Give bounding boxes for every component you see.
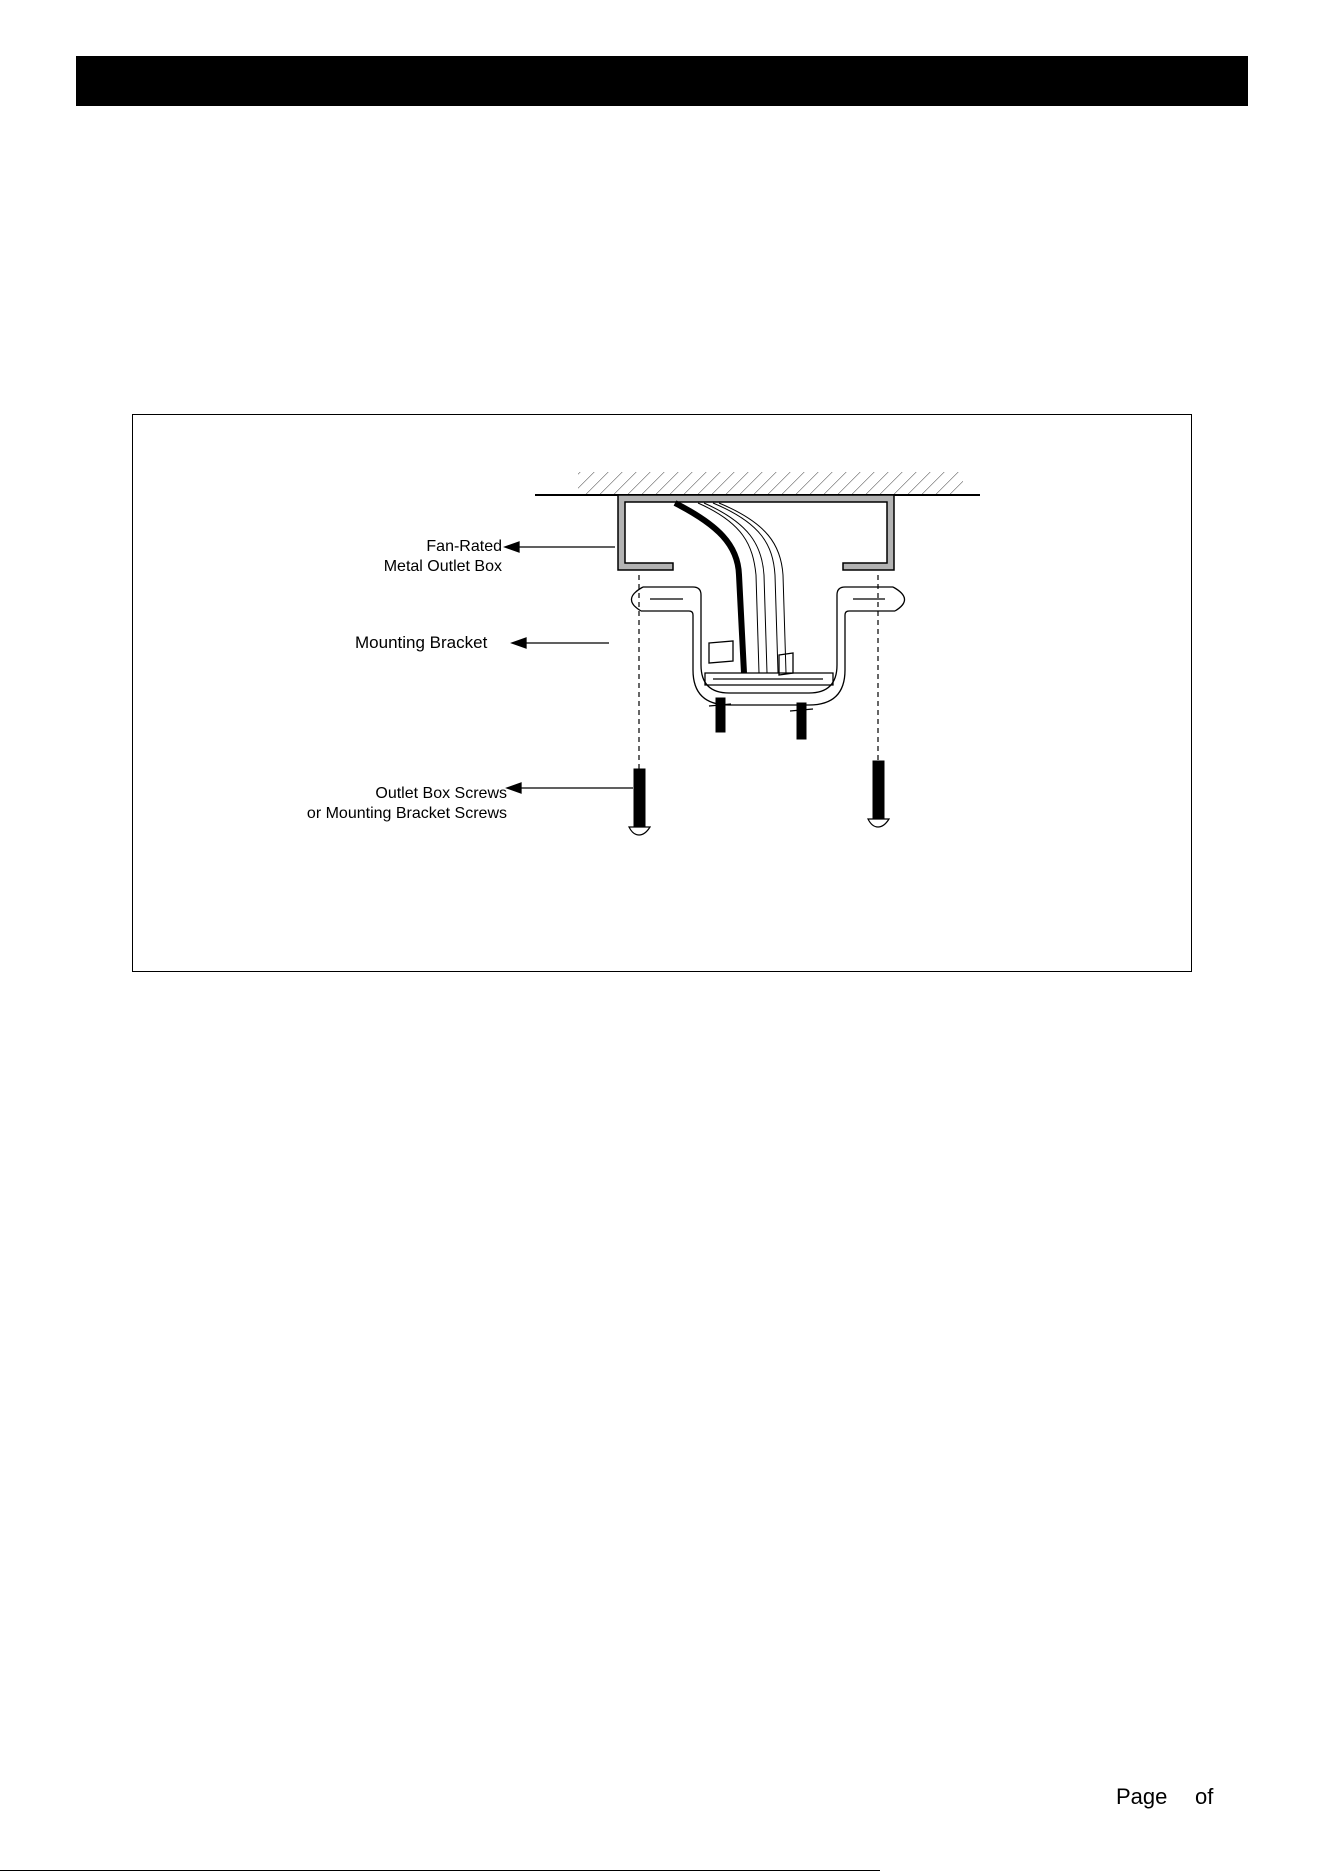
mounting-bracket-label: Mounting Bracket (355, 633, 488, 652)
figure-frame (132, 414, 1192, 972)
wires (675, 503, 786, 673)
bracket-screws (709, 698, 813, 739)
outlet-box (618, 495, 894, 570)
outlet-box-label-line1: Fan-Rated (426, 538, 502, 555)
outlet-box-screws (629, 761, 889, 835)
bottom-rule (0, 1870, 880, 1871)
ceiling (535, 472, 980, 496)
screws-label-line2: or Mounting Bracket Screws (306, 805, 507, 822)
mounting-bracket (631, 587, 904, 705)
outlet-box-label-line2: Metal Outlet Box (383, 558, 502, 575)
installation-diagram (133, 415, 1191, 971)
screws-label-line1: Outlet Box Screws (375, 785, 507, 802)
leader-arrows (505, 542, 633, 793)
of-label: of (1195, 1784, 1214, 1809)
screws-label (307, 784, 507, 824)
header-bar (76, 56, 1248, 106)
page-label: Page (1116, 1784, 1168, 1809)
outlet-box-label (384, 537, 502, 577)
